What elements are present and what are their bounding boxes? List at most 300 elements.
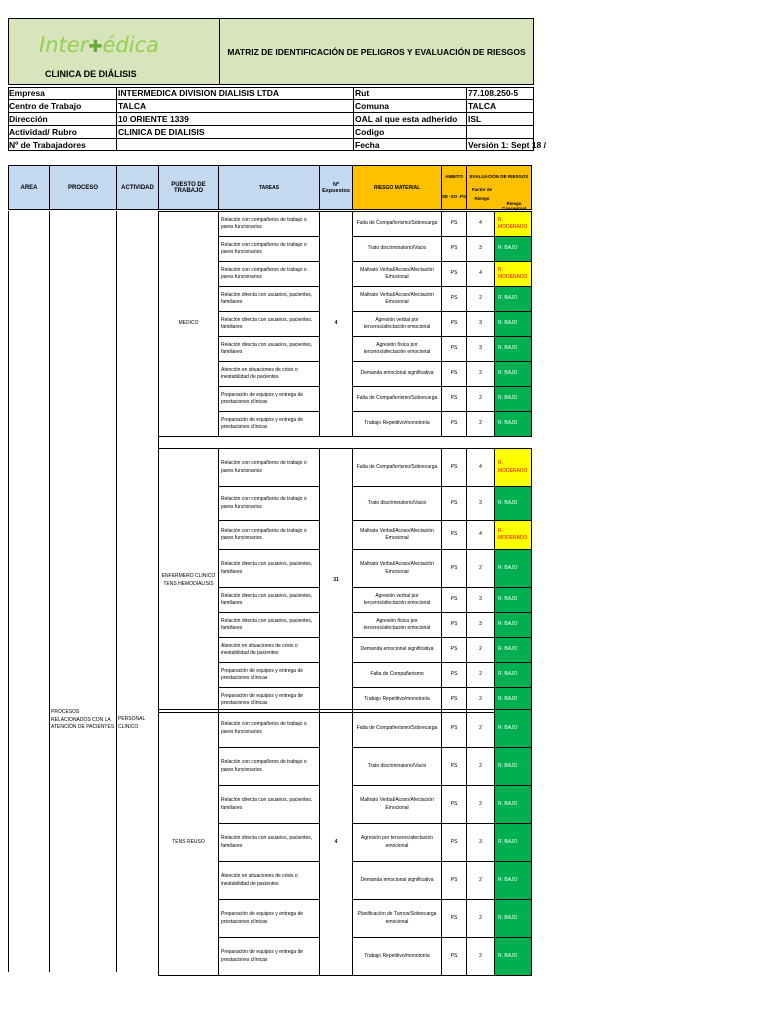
direccion-label: Dirección [9, 114, 48, 124]
factor-cell [466, 211, 495, 237]
ambito-cell-text: PS [450, 914, 458, 921]
header-expuestos: Nº Expuestos [319, 165, 353, 210]
tarea-cell [218, 612, 320, 638]
header-ambito [441, 165, 467, 210]
nivel-cell [494, 785, 532, 824]
tarea-cell-text: Relación con compañeros de trabajo o pares funcionarios [221, 496, 307, 510]
ambito-cell [441, 336, 467, 362]
ambito-cell-text: PS [450, 838, 458, 845]
nivel-cell-text: R. BAJO [498, 370, 518, 377]
nivel-cell [494, 236, 532, 262]
ambito-cell [441, 587, 467, 613]
actividad-label: Actividad/ Rubro [9, 127, 78, 137]
tarea-cell-text: Relación directa con usuarios, pacientes, familiares [221, 835, 313, 849]
tarea-cell [218, 386, 320, 412]
riesgo-cell [352, 612, 442, 638]
ambito-cell-text: PS [450, 499, 458, 506]
ambito-cell [441, 861, 467, 900]
riesgo-cell-text: Falta de Compañerismo/Sobrecarga [356, 395, 438, 402]
nivel-cell [494, 411, 532, 437]
riesgo-cell-text: Falta de Compañerismo/Sobrecarga [356, 220, 438, 227]
factor-cell [466, 236, 495, 262]
nivel-cell-text: R. BAJO [498, 420, 518, 427]
riesgo-cell [352, 411, 442, 437]
riesgo-cell-text: Demanda emocional significativa [360, 370, 434, 377]
riesgo-cell-text: Trato discriminatorio/Vacio [367, 762, 427, 769]
factor-cell-text: 2 [479, 724, 482, 731]
riesgo-cell [352, 211, 442, 237]
factor-cell-text: 2 [479, 762, 482, 769]
tarea-cell-text: Relación directa con usuarios, pacientes, familiares [221, 797, 313, 811]
nivel-cell-text: R. BAJO [498, 800, 518, 807]
tarea-cell [218, 785, 320, 824]
riesgo-cell-text: Agresión por terceros/afectación emocional [361, 835, 433, 849]
riesgo-cell [352, 899, 442, 938]
factor-cell [466, 785, 495, 824]
nivel-cell [494, 311, 532, 337]
ambito-cell [441, 899, 467, 938]
ambito-cell-text: PS [450, 463, 458, 470]
ambito-cell-text: PS [450, 395, 458, 402]
nivel-cell [494, 861, 532, 900]
nivel-cell [494, 612, 532, 638]
tarea-cell-text: Relación con compañeros de trabajo o pares funcionarios [221, 460, 307, 474]
riesgo-cell [352, 587, 442, 613]
puesto-text: ENFERMERO CLINICO TENS HEMODIALISIS [161, 573, 216, 587]
nivel-cell [494, 937, 532, 976]
factor-cell [466, 709, 495, 748]
riesgo-cell [352, 486, 442, 521]
riesgo-cell [352, 336, 442, 362]
rut-value: 77.108.250-5 [468, 88, 519, 98]
tarea-cell [218, 899, 320, 938]
factor-cell-text: 2 [479, 646, 482, 653]
tarea-cell-text: Relación directa con usuarios, pacientes, familiares [221, 617, 313, 631]
factor-cell-text: 2 [479, 696, 482, 703]
tarea-cell-text: Preparación de equipos y entrega de prestaciones clínicas [221, 416, 304, 430]
riesgo-cell [352, 361, 442, 387]
factor-cell-text: 3 [479, 499, 482, 506]
tarea-cell-text: Relación con compañeros de trabajo o pares funcionarios [221, 216, 307, 230]
tarea-cell [218, 311, 320, 337]
logo-subtitle: CLINICA DE DIÁLISIS [45, 69, 137, 79]
riesgo-cell-text: Trabajo Repetitivo/monotonía [364, 420, 430, 427]
factor-cell [466, 937, 495, 976]
nivel-cell [494, 587, 532, 613]
nivel-cell-text: R. BAJO [498, 499, 518, 506]
logo-box [8, 18, 220, 85]
tarea-cell-text: Preparación de equipos y entrega de prestaciones clínicas [221, 949, 304, 963]
nivel-cell-text: R. BAJO [498, 245, 518, 252]
tarea-cell [218, 861, 320, 900]
riesgo-cell-text: Trato discriminatorio/Vacio [367, 499, 427, 506]
centro-value: TALCA [118, 101, 147, 111]
riesgo-cell-text: Maltrato Verbal/Acoso/Afectación Emocional [360, 291, 434, 305]
fecha-label: Fecha [355, 140, 380, 150]
factor-cell [466, 612, 495, 638]
rut-label: Rut [355, 88, 370, 98]
nivel-cell-text: R. BAJO [498, 696, 518, 703]
riesgo-cell [352, 549, 442, 588]
expuestos-value: 4 [334, 838, 338, 845]
factor-cell-text: 4 [479, 531, 482, 538]
factor-cell-text: 3 [479, 320, 482, 327]
ambito-cell-text: PS [450, 952, 458, 959]
riesgo-cell-text: Maltrato Verbal/Acoso/Afectación Emocional [360, 527, 434, 541]
tarea-cell-text: Relación con compañeros de trabajo o pares funcionarios [221, 241, 307, 255]
nivel-cell-text: R. MODERADO [498, 460, 528, 474]
factor-cell-text: 2 [479, 295, 482, 302]
oal-value: ISL [468, 114, 482, 124]
tarea-cell-text: Relación directa con usuarios, pacientes, familiares [221, 592, 313, 606]
company-logo [39, 33, 199, 63]
oal-label: OAL al que esta adherido [355, 114, 458, 124]
tarea-cell [218, 549, 320, 588]
nivel-cell-text: R. BAJO [498, 952, 518, 959]
ambito-cell [441, 386, 467, 412]
tarea-cell-text: Relación con compañeros de trabajo o pares funcionarios [221, 527, 307, 541]
tarea-cell [218, 937, 320, 976]
riesgo-cell [352, 261, 442, 287]
nivel-cell-text: R. MODERADO [498, 266, 528, 280]
logo-cross-icon: ✚ [88, 37, 103, 57]
riesgo-cell-text: Agresión verbal por terceros/afectación emocional [363, 316, 431, 330]
factor-cell-text: 2 [479, 564, 482, 571]
ambito-cell [441, 549, 467, 588]
tarea-cell [218, 520, 320, 550]
nivel-cell [494, 709, 532, 748]
tarea-cell [218, 448, 320, 487]
riesgo-cell-text: Maltrato Verbal/Acoso/Afectación Emocional [360, 561, 434, 575]
trabajadores-label: Nº de Trabajadores [9, 140, 86, 150]
nivel-cell-text: R. BAJO [498, 671, 518, 678]
tarea-cell [218, 336, 320, 362]
tarea-cell [218, 747, 320, 786]
nivel-cell-text: R. BAJO [498, 762, 518, 769]
tarea-cell [218, 361, 320, 387]
factor-cell-text: 2 [479, 952, 482, 959]
nivel-cell [494, 448, 532, 487]
logo-text-left: Inter [39, 33, 89, 57]
tarea-cell-text: Relación directa con usuarios, pacientes, familiares [221, 316, 313, 330]
tarea-cell-text: Preparación de equipos y entrega de prestaciones clínicas [221, 692, 304, 706]
header-riesgo: RIESGO MATERIAL [352, 165, 442, 210]
ambito-cell [441, 236, 467, 262]
nivel-cell [494, 336, 532, 362]
tarea-cell [218, 261, 320, 287]
factor-cell-text: 2 [479, 671, 482, 678]
factor-cell [466, 899, 495, 938]
nivel-cell [494, 211, 532, 237]
tarea-cell [218, 823, 320, 862]
factor-cell [466, 861, 495, 900]
nivel-cell-text: R. BAJO [498, 724, 518, 731]
riesgo-cell-text: Trabajo Repetitivo/monotonía [364, 952, 430, 959]
ambito-cell-text: PS [450, 646, 458, 653]
nivel-cell [494, 386, 532, 412]
header-ambito-sub: SE -SO -PS [442, 194, 467, 199]
tarea-cell [218, 486, 320, 521]
riesgo-cell [352, 709, 442, 748]
factor-cell [466, 587, 495, 613]
nivel-cell-text: R. BAJO [498, 564, 518, 571]
ambito-cell-text: PS [450, 345, 458, 352]
version-label: Versión 1: Sept 18 / [468, 140, 546, 150]
riesgo-cell [352, 823, 442, 862]
ambito-cell-text: PS [450, 320, 458, 327]
ambito-cell-text: PS [450, 762, 458, 769]
header-actividad: ACTIVIDAD [116, 165, 159, 210]
nivel-cell-text: R. BAJO [498, 295, 518, 302]
factor-cell [466, 549, 495, 588]
factor-cell [466, 311, 495, 337]
tarea-cell-text: Relación directa con usuarios, pacientes, familiares [221, 561, 313, 575]
header-conceptual: Riesgo Conceptual [501, 201, 527, 211]
header-tareas: TAREAS [218, 165, 320, 210]
direccion-value: 10 ORIENTE 1339 [118, 114, 189, 124]
riesgo-cell-text: Maltrato Verbal/Acoso/Afectación Emocional [360, 266, 434, 280]
ambito-cell [441, 361, 467, 387]
nivel-cell-text: R. BAJO [498, 646, 518, 653]
header-puesto: PUESTO DE TRABAJO [158, 165, 219, 210]
header-proceso: PROCESO [49, 165, 117, 210]
empresa-label: Empresa [9, 88, 45, 98]
riesgo-cell [352, 311, 442, 337]
nivel-cell-text: R. MODERADO [498, 527, 528, 541]
factor-cell [466, 520, 495, 550]
tarea-cell [218, 587, 320, 613]
ambito-cell [441, 637, 467, 663]
expuestos-cell [319, 211, 353, 437]
tarea-cell-text: Atención en situaciones de crisis o inestabilidad de pacientes [221, 642, 298, 656]
nivel-cell-text: R. BAJO [498, 345, 518, 352]
tarea-cell [218, 709, 320, 748]
riesgo-cell-text: Trato discriminatorio/Vacio [367, 245, 427, 252]
info-table [8, 87, 546, 151]
factor-cell-text: 4 [479, 463, 482, 470]
ambito-cell-text: PS [450, 800, 458, 807]
puesto-cell [158, 709, 219, 976]
nivel-cell-text: R. BAJO [498, 621, 518, 628]
area-column [8, 211, 50, 972]
riesgo-cell [352, 520, 442, 550]
actividad-value: CLINICA DE DIALISIS [118, 127, 205, 137]
riesgo-cell-text: Planificación de Turnos/Sobrecarga emocional [357, 911, 437, 925]
tarea-cell-text: Atención en situaciones de crisis o inestabilidad de pacientes [221, 366, 298, 380]
ambito-cell [441, 311, 467, 337]
nivel-cell-text: R. BAJO [498, 395, 518, 402]
factor-cell [466, 386, 495, 412]
ambito-cell [441, 261, 467, 287]
nivel-cell [494, 823, 532, 862]
ambito-cell [441, 823, 467, 862]
riesgo-cell-text: Demanda emocional significativa [360, 876, 434, 883]
tarea-cell-text: Relación directa con usuarios, pacientes, familiares [221, 341, 313, 355]
logo-text-right: édica [102, 33, 160, 57]
riesgo-cell-text: Demanda emocional significativa [360, 646, 434, 653]
ambito-cell-text: PS [450, 876, 458, 883]
ambito-cell [441, 785, 467, 824]
header-area: AREA [8, 165, 50, 210]
factor-cell-text: 2 [479, 370, 482, 377]
ambito-cell [441, 612, 467, 638]
empresa-value: INTERMEDICA DIVISION DIALISIS LTDA [118, 88, 280, 98]
nivel-cell [494, 520, 532, 550]
factor-cell-text: 2 [479, 876, 482, 883]
factor-cell-text: 2 [479, 420, 482, 427]
ambito-cell-text: PS [450, 295, 458, 302]
riesgo-cell-text: Agresión física por terceros/afectación emocional [363, 617, 431, 631]
header-factor: Factor de Riesgo [471, 187, 493, 201]
nivel-cell [494, 747, 532, 786]
tarea-cell [218, 211, 320, 237]
ambito-cell [441, 286, 467, 312]
nivel-cell [494, 361, 532, 387]
factor-cell [466, 411, 495, 437]
ambito-cell-text: PS [450, 596, 458, 603]
riesgo-cell [352, 637, 442, 663]
riesgo-cell [352, 861, 442, 900]
riesgo-cell-text: Maltrato Verbal/Acoso/Afectación Emocional [360, 797, 434, 811]
riesgo-cell [352, 386, 442, 412]
factor-cell [466, 486, 495, 521]
riesgo-cell [352, 236, 442, 262]
comuna-value: TALCA [468, 101, 497, 111]
expuestos-cell [319, 448, 353, 713]
puesto-cell [158, 211, 219, 437]
riesgo-cell-text: Falta de Compañerismo [370, 671, 424, 678]
expuestos-cell [319, 709, 353, 976]
proceso-column [49, 211, 117, 972]
tarea-cell [218, 637, 320, 663]
tarea-cell-text: Relación con compañeros de trabajo o pares funcionarios [221, 721, 307, 735]
factor-cell-text: 3 [479, 621, 482, 628]
codigo-label: Codigo [355, 127, 385, 137]
ambito-cell-text: PS [450, 621, 458, 628]
ambito-cell [441, 411, 467, 437]
expuestos-value: 31 [333, 576, 339, 583]
document-title-box [219, 18, 534, 85]
nivel-cell-text: R. BAJO [498, 596, 518, 603]
ambito-cell-text: PS [450, 531, 458, 538]
riesgo-cell [352, 662, 442, 688]
ambito-cell [441, 211, 467, 237]
ambito-cell [441, 448, 467, 487]
factor-cell-text: 3 [479, 596, 482, 603]
riesgo-cell-text: Trabajo Repetitivo/monotonía [364, 696, 430, 703]
tarea-cell-text: Preparación de equipos y entrega de prestaciones clínicas [221, 391, 304, 405]
ambito-cell [441, 747, 467, 786]
factor-cell [466, 261, 495, 287]
tarea-cell [218, 236, 320, 262]
factor-cell-text: 2 [479, 800, 482, 807]
factor-cell [466, 361, 495, 387]
ambito-cell-text: PS [450, 370, 458, 377]
header-evaluacion [466, 165, 532, 210]
nivel-cell [494, 286, 532, 312]
centro-label: Centro de Trabajo [9, 101, 82, 111]
header-ambito-label: AMBITO [445, 174, 463, 179]
factor-cell-text: 3 [479, 838, 482, 845]
ambito-cell [441, 520, 467, 550]
expuestos-value: 4 [334, 320, 338, 327]
nivel-cell [494, 899, 532, 938]
factor-cell-text: 4 [479, 220, 482, 227]
tarea-cell-text: Relación directa con usuarios, pacientes, familiares [221, 291, 313, 305]
ambito-cell [441, 709, 467, 748]
nivel-cell-text: R. MODERADO [498, 216, 528, 230]
ambito-cell [441, 662, 467, 688]
ambito-cell-text: PS [450, 270, 458, 277]
riesgo-cell-text: Falta de Compañerismo/Sobrecarga [356, 463, 438, 470]
factor-cell [466, 747, 495, 786]
factor-cell [466, 448, 495, 487]
ambito-cell-text: PS [450, 671, 458, 678]
ambito-cell-text: PS [450, 220, 458, 227]
nivel-cell [494, 662, 532, 688]
header-evaluacion-label: EVALUACIÓN DE RIESGOS [469, 174, 529, 179]
tarea-cell-text: Relación con compañeros de trabajo o pares funcionarios [221, 759, 307, 773]
factor-cell-text: 3 [479, 345, 482, 352]
document-title: MATRIZ DE IDENTIFICACIÓN DE PELIGROS Y EVALUACIÓN DE RIESGOS [227, 46, 526, 57]
proceso-text: PROCESOS RELACIONADOS CON LA ATENCIÓN DE PACIENTES [51, 709, 115, 730]
factor-cell [466, 286, 495, 312]
factor-cell-text: 2 [479, 914, 482, 921]
riesgo-cell-text: Agresión verbal por terceros/afectación emocional [363, 592, 431, 606]
riesgo-cell-text: Falta de Compañerismo/Sobrecarga [356, 724, 438, 731]
ambito-cell-text: PS [450, 245, 458, 252]
nivel-cell-text: R. BAJO [498, 838, 518, 845]
factor-cell [466, 336, 495, 362]
tarea-cell-text: Preparación de equipos y entrega de prestaciones clínicas [221, 911, 304, 925]
factor-cell-text: 4 [479, 270, 482, 277]
puesto-cell [158, 448, 219, 713]
nivel-cell-text: R. BAJO [498, 914, 518, 921]
puesto-text: MEDICO [178, 320, 199, 327]
riesgo-cell-text: Agresión física por terceros/afectación emocional [363, 341, 431, 355]
actividad-text: PERSONAL CLINICO [118, 716, 146, 730]
nivel-cell [494, 549, 532, 588]
riesgo-cell [352, 785, 442, 824]
ambito-cell-text: PS [450, 724, 458, 731]
ambito-cell-text: PS [450, 696, 458, 703]
riesgo-cell [352, 448, 442, 487]
factor-cell [466, 637, 495, 663]
riesgo-cell [352, 286, 442, 312]
comuna-label: Comuna [355, 101, 389, 111]
factor-cell-text: 3 [479, 245, 482, 252]
nivel-cell-text: R. BAJO [498, 876, 518, 883]
riesgo-cell [352, 937, 442, 976]
tarea-cell [218, 662, 320, 688]
ambito-cell-text: PS [450, 564, 458, 571]
tarea-cell-text: Preparación de equipos y entrega de prestaciones clínicas [221, 667, 304, 681]
factor-cell [466, 823, 495, 862]
riesgo-cell [352, 747, 442, 786]
nivel-cell-text: R. BAJO [498, 320, 518, 327]
puesto-text: TENS REUSO [172, 838, 205, 845]
ambito-cell [441, 486, 467, 521]
nivel-cell [494, 637, 532, 663]
tarea-cell [218, 411, 320, 437]
tarea-cell-text: Atención en situaciones de crisis o inestabilidad de pacientes [221, 873, 298, 887]
nivel-cell [494, 486, 532, 521]
nivel-cell [494, 261, 532, 287]
tarea-cell [218, 286, 320, 312]
ambito-cell [441, 937, 467, 976]
actividad-column [116, 211, 159, 972]
ambito-cell-text: PS [450, 420, 458, 427]
